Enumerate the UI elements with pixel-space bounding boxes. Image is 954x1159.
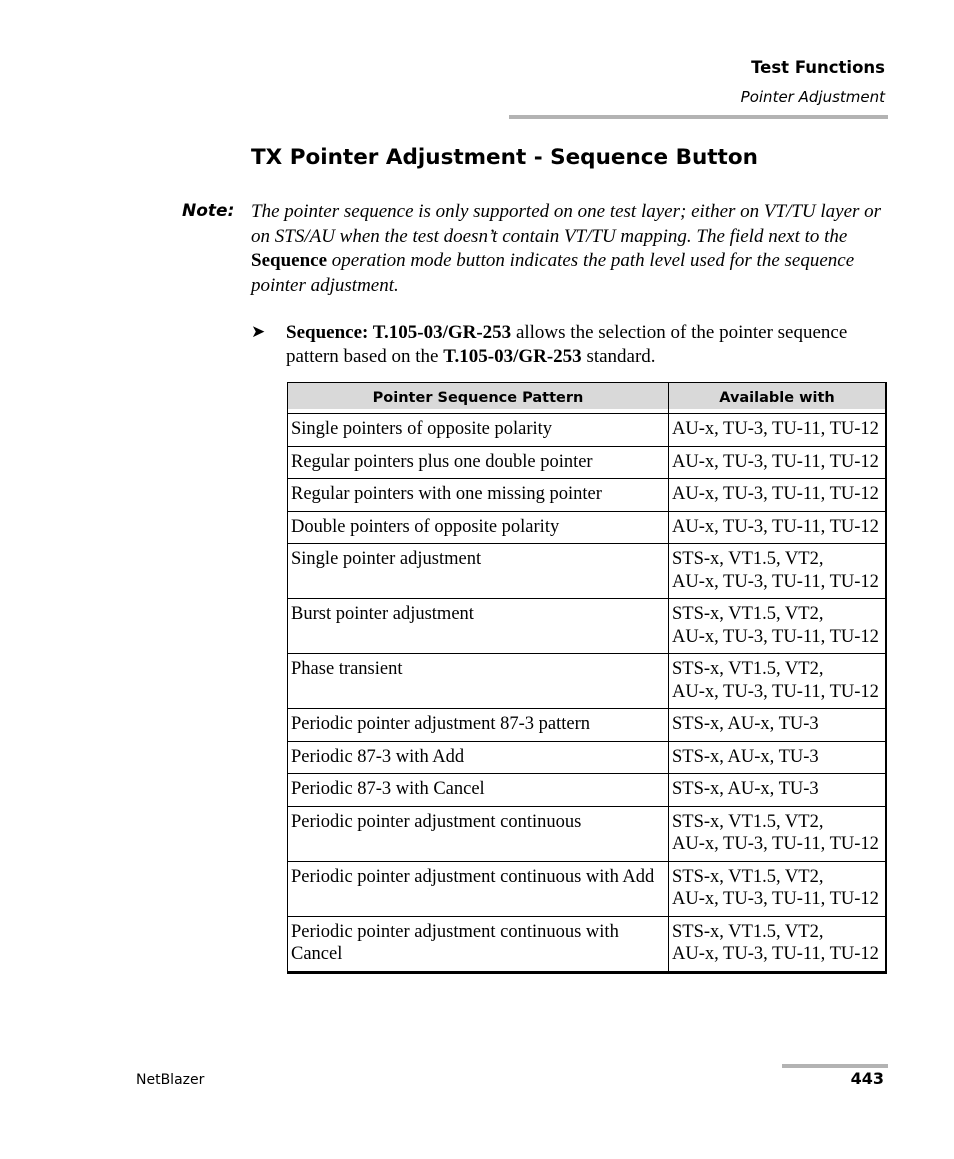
bullet-paragraph bbox=[286, 321, 886, 369]
cell-available-with: STS-x, AU-x, TU-3 bbox=[669, 741, 887, 774]
cell-pattern: Double pointers of opposite polarity bbox=[288, 511, 669, 544]
table-row bbox=[288, 806, 887, 861]
cell-pattern: Periodic pointer adjustment 87-3 pattern bbox=[288, 709, 669, 742]
table-row bbox=[288, 861, 887, 916]
column-header-available: Available with bbox=[669, 383, 887, 414]
table-header-row bbox=[288, 383, 887, 414]
table-row bbox=[288, 916, 887, 972]
cell-available-with: AU-x, TU-3, TU-11, TU-12 bbox=[669, 479, 887, 512]
cell-pattern: Periodic 87-3 with Cancel bbox=[288, 774, 669, 807]
header-rule bbox=[509, 115, 888, 119]
cell-pattern: Burst pointer adjustment bbox=[288, 599, 669, 654]
cell-available-with: STS-x, VT1.5, VT2, AU-x, TU-3, TU-11, TU-12 bbox=[669, 599, 887, 654]
column-header-pattern: Pointer Sequence Pattern bbox=[288, 383, 669, 414]
cell-available-with: STS-x, VT1.5, VT2, AU-x, TU-3, TU-11, TU-12 bbox=[669, 861, 887, 916]
cell-pattern: Single pointers of opposite polarity bbox=[288, 414, 669, 447]
cell-pattern: Periodic pointer adjustment continuous bbox=[288, 806, 669, 861]
table-row bbox=[288, 544, 887, 599]
bullet-text-end: standard. bbox=[581, 346, 656, 367]
cell-pattern: Periodic pointer adjustment continuous with Add bbox=[288, 861, 669, 916]
table-row bbox=[288, 446, 887, 479]
cell-available-with: STS-x, AU-x, TU-3 bbox=[669, 774, 887, 807]
bullet-bold-standard: T.105-03/GR-253 bbox=[443, 346, 582, 367]
bullet-text-mid: allows the selection of the pointer sequence pattern based on the bbox=[286, 322, 848, 367]
cell-pattern: Periodic 87-3 with Add bbox=[288, 741, 669, 774]
cell-available-with: STS-x, VT1.5, VT2, AU-x, TU-3, TU-11, TU-12 bbox=[669, 806, 887, 861]
cell-available-with: STS-x, VT1.5, VT2, AU-x, TU-3, TU-11, TU-12 bbox=[669, 916, 887, 972]
bullet-bold-lead: Sequence: T.105-03/GR-253 bbox=[286, 322, 512, 343]
cell-available-with: STS-x, VT1.5, VT2, AU-x, TU-3, TU-11, TU-12 bbox=[669, 544, 887, 599]
cell-available-with: STS-x, AU-x, TU-3 bbox=[669, 709, 887, 742]
table-row bbox=[288, 414, 887, 447]
table-row bbox=[288, 774, 887, 807]
table-row bbox=[288, 654, 887, 709]
note-text-part1: The pointer sequence is only supported on one test layer; either on VT/TU layer or on STS/AU when the test doesn’t contain VT/TU mapping. The field next to the bbox=[251, 201, 882, 247]
page-number: 443 bbox=[850, 1069, 884, 1088]
pointer-sequence-table bbox=[287, 382, 887, 974]
running-header-subtitle: Pointer Adjustment bbox=[740, 88, 885, 106]
table-row bbox=[288, 479, 887, 512]
cell-available-with: AU-x, TU-3, TU-11, TU-12 bbox=[669, 511, 887, 544]
cell-pattern: Phase transient bbox=[288, 654, 669, 709]
table-row bbox=[288, 599, 887, 654]
table-row bbox=[288, 741, 887, 774]
table-row bbox=[288, 511, 887, 544]
cell-pattern: Single pointer adjustment bbox=[288, 544, 669, 599]
cell-pattern: Regular pointers with one missing pointer bbox=[288, 479, 669, 512]
cell-available-with: STS-x, VT1.5, VT2, AU-x, TU-3, TU-11, TU-12 bbox=[669, 654, 887, 709]
running-header-title: Test Functions bbox=[751, 58, 885, 77]
note-text bbox=[251, 200, 891, 299]
note-text-part2: operation mode button indicates the path level used for the sequence pointer adjustment. bbox=[251, 250, 855, 297]
table-row bbox=[288, 709, 887, 742]
cell-pattern: Regular pointers plus one double pointer bbox=[288, 446, 669, 479]
table-body bbox=[288, 414, 887, 973]
cell-available-with: AU-x, TU-3, TU-11, TU-12 bbox=[669, 446, 887, 479]
bullet-arrow-icon: ➤ bbox=[251, 322, 266, 341]
cell-available-with: AU-x, TU-3, TU-11, TU-12 bbox=[669, 414, 887, 447]
footer-product-name: NetBlazer bbox=[136, 1072, 205, 1088]
note-bold-sequence: Sequence bbox=[251, 250, 327, 272]
footer-rule bbox=[782, 1064, 888, 1068]
section-heading: TX Pointer Adjustment - Sequence Button bbox=[251, 145, 758, 170]
cell-pattern: Periodic pointer adjustment continuous with Cancel bbox=[288, 916, 669, 972]
note-label: Note: bbox=[182, 201, 235, 221]
